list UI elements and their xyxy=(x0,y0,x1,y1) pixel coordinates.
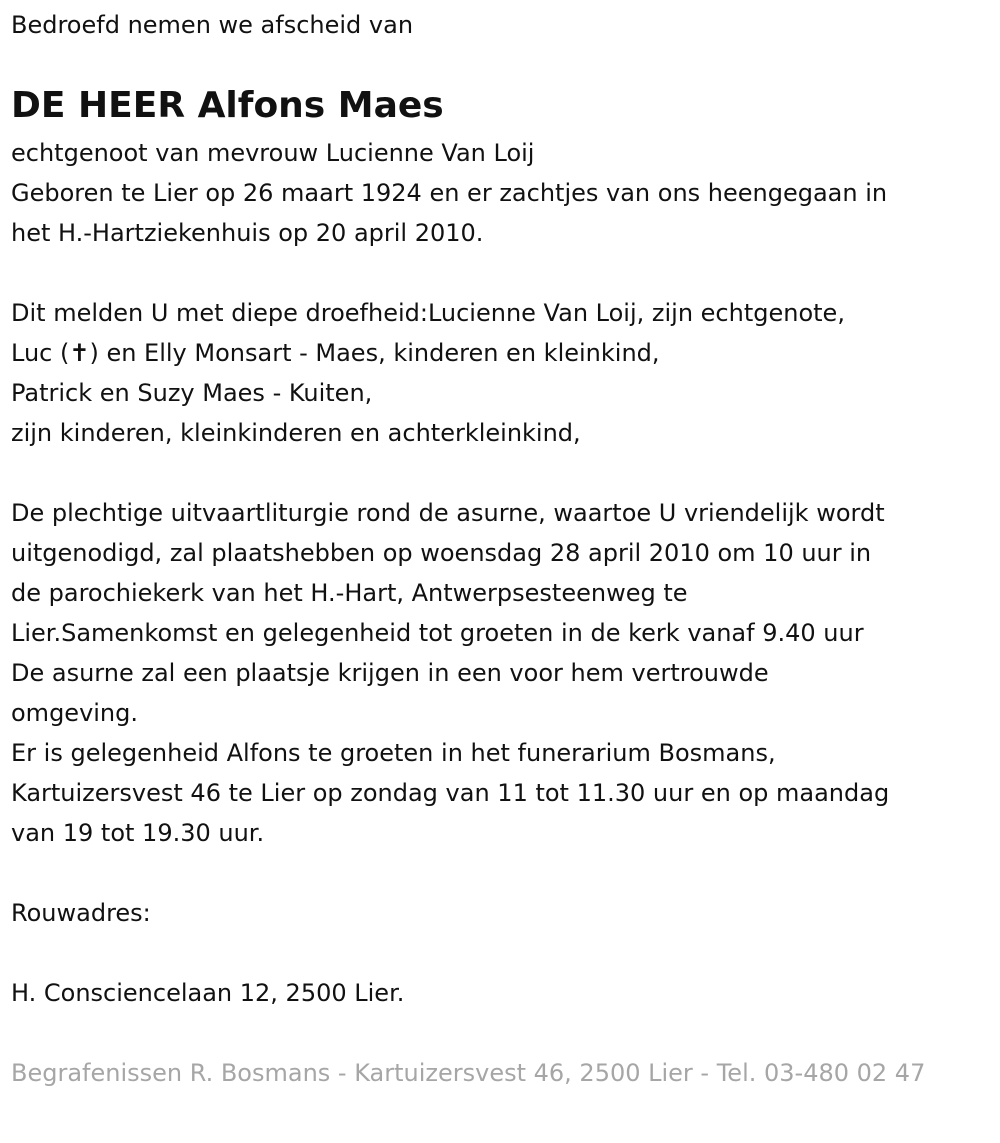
ceremony-line: De plechtige uitvaartliturgie rond de asurne, waartoe U vriendelijk wordt xyxy=(11,499,885,527)
address-label-section xyxy=(11,893,151,933)
ceremony-line: uitgenodigd, zal plaatshebben op woensdag 28 april 2010 om 10 uur in xyxy=(11,539,872,567)
address-section xyxy=(11,973,404,1013)
ceremony-line: De asurne zal een plaatsje krijgen in een voor hem vertrouwde xyxy=(11,659,769,687)
ceremony-line: Kartuizersvest 46 te Lier op zondag van 11 tot 11.30 uur en op maandag xyxy=(11,779,890,807)
funeral-home-text: Begrafenissen R. Bosmans - Kartuizersvest 46, 2500 Lier - Tel. 03-480 02 47 xyxy=(11,1059,926,1087)
intro-text: Bedroefd nemen we afscheid van xyxy=(11,11,414,39)
family-section xyxy=(11,293,845,453)
family-line: Luc (✝) en Elly Monsart - Maes, kinderen en kleinkind, xyxy=(11,339,660,367)
mourning-address: H. Consciencelaan 12, 2500 Lier. xyxy=(11,979,405,1007)
birth-line: Geboren te Lier op 26 maart 1924 en er zachtjes van ons heengegaan in xyxy=(11,179,888,207)
bio-section xyxy=(11,133,887,253)
ceremony-line: van 19 tot 19.30 uur. xyxy=(11,819,265,847)
family-line: Patrick en Suzy Maes - Kuiten, xyxy=(11,379,373,407)
ceremony-line: Lier.Samenkomst en gelegenheid tot groeten in de kerk vanaf 9.40 uur xyxy=(11,619,864,647)
ceremony-line: Er is gelegenheid Alfons te groeten in het funerarium Bosmans, xyxy=(11,739,776,767)
family-line: Dit melden U met diepe droefheid:Lucienne Van Loij, zijn echtgenote, xyxy=(11,299,845,327)
family-line: zijn kinderen, kleinkinderen en achterkleinkind, xyxy=(11,419,581,447)
funeral-home-footer xyxy=(11,1053,981,1093)
deceased-name: DE HEER Alfons Maes xyxy=(11,85,444,126)
address-label: Rouwadres: xyxy=(11,899,151,927)
death-line: het H.-Hartziekenhuis op 20 april 2010. xyxy=(11,219,484,247)
ceremony-section xyxy=(11,493,889,853)
ceremony-line: de parochiekerk van het H.-Hart, Antwerpsesteenweg te xyxy=(11,579,688,607)
ceremony-line: omgeving. xyxy=(11,699,139,727)
spouse-line: echtgenoot van mevrouw Lucienne Van Loij xyxy=(11,139,535,167)
